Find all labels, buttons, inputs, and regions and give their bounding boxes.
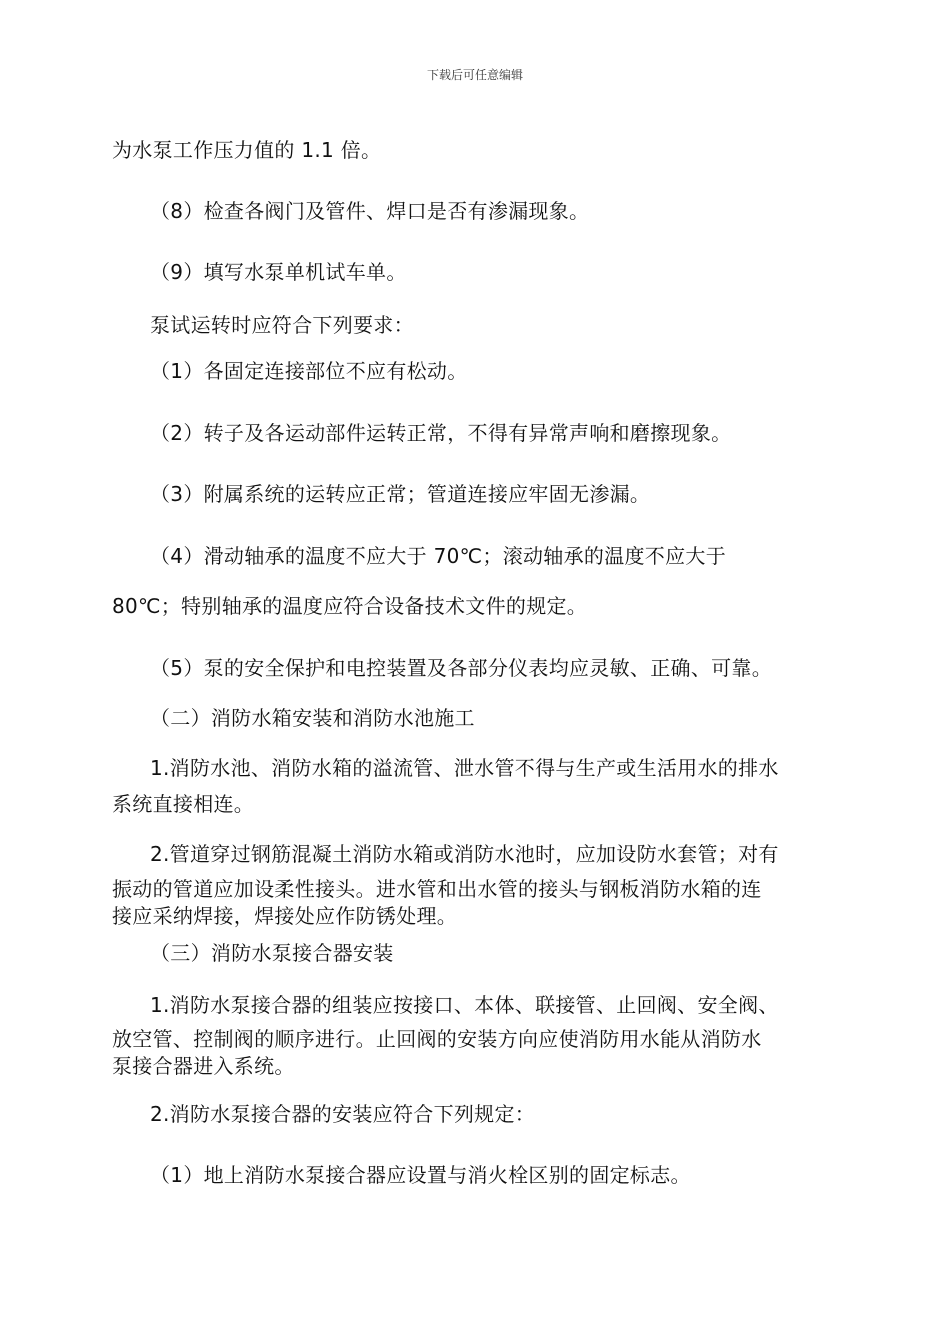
paragraph-line: （8）检查各阀门及管件、焊口是否有渗漏现象。 <box>150 199 590 223</box>
paragraph-line: 振动的管道应加设柔性接头。进水管和出水管的接头与钢板消防水箱的连 <box>112 877 762 901</box>
paragraph-line: （2）转子及各运动部件运转正常，不得有异常声响和磨擦现象。 <box>150 421 732 445</box>
paragraph-line: 接应采纳焊接，焊接处应作防锈处理。 <box>112 904 458 928</box>
paragraph-line: （1）各固定连接部位不应有松动。 <box>150 359 468 383</box>
page-header: 下载后可任意编辑 <box>426 68 523 82</box>
paragraph-line: 泵试运转时应符合下列要求： <box>150 313 414 337</box>
paragraph-line: 泵接合器进入系统。 <box>112 1054 295 1078</box>
section-heading: （三）消防水泵接合器安装 <box>150 941 394 965</box>
paragraph-line: 1.消防水池、消防水箱的溢流管、泄水管不得与生产或生活用水的排水 <box>150 756 779 780</box>
paragraph-line: （1）地上消防水泵接合器应设置与消火栓区别的固定标志。 <box>150 1163 691 1187</box>
paragraph-line: （3）附属系统的运转应正常；管道连接应牢固无渗漏。 <box>150 482 651 506</box>
paragraph-line: （5）泵的安全保护和电控装置及各部分仪表均应灵敏、正确、可靠。 <box>150 656 773 680</box>
paragraph-line: 2.消防水泵接合器的安装应符合下列规定： <box>150 1102 536 1126</box>
paragraph-line: 系统直接相连。 <box>112 792 255 816</box>
section-heading: （二）消防水箱安装和消防水池施工 <box>150 706 475 730</box>
paragraph-line: 为水泵工作压力值的 1.1 倍。 <box>112 138 382 162</box>
paragraph-line: 2.管道穿过钢筋混凝土消防水箱或消防水池时，应加设防水套管；对有 <box>150 842 779 866</box>
paragraph-line: 80℃；特别轴承的温度应符合设备技术文件的规定。 <box>112 594 588 618</box>
paragraph-line: 1.消防水泵接合器的组装应按接口、本体、联接管、止回阀、安全阀、 <box>150 993 779 1017</box>
paragraph-line: （4）滑动轴承的温度不应大于 70℃；滚动轴承的温度不应大于 <box>150 544 726 568</box>
paragraph-line: （9）填写水泵单机试车单。 <box>150 260 407 284</box>
paragraph-line: 放空管、控制阀的顺序进行。止回阀的安装方向应使消防用水能从消防水 <box>112 1027 762 1051</box>
